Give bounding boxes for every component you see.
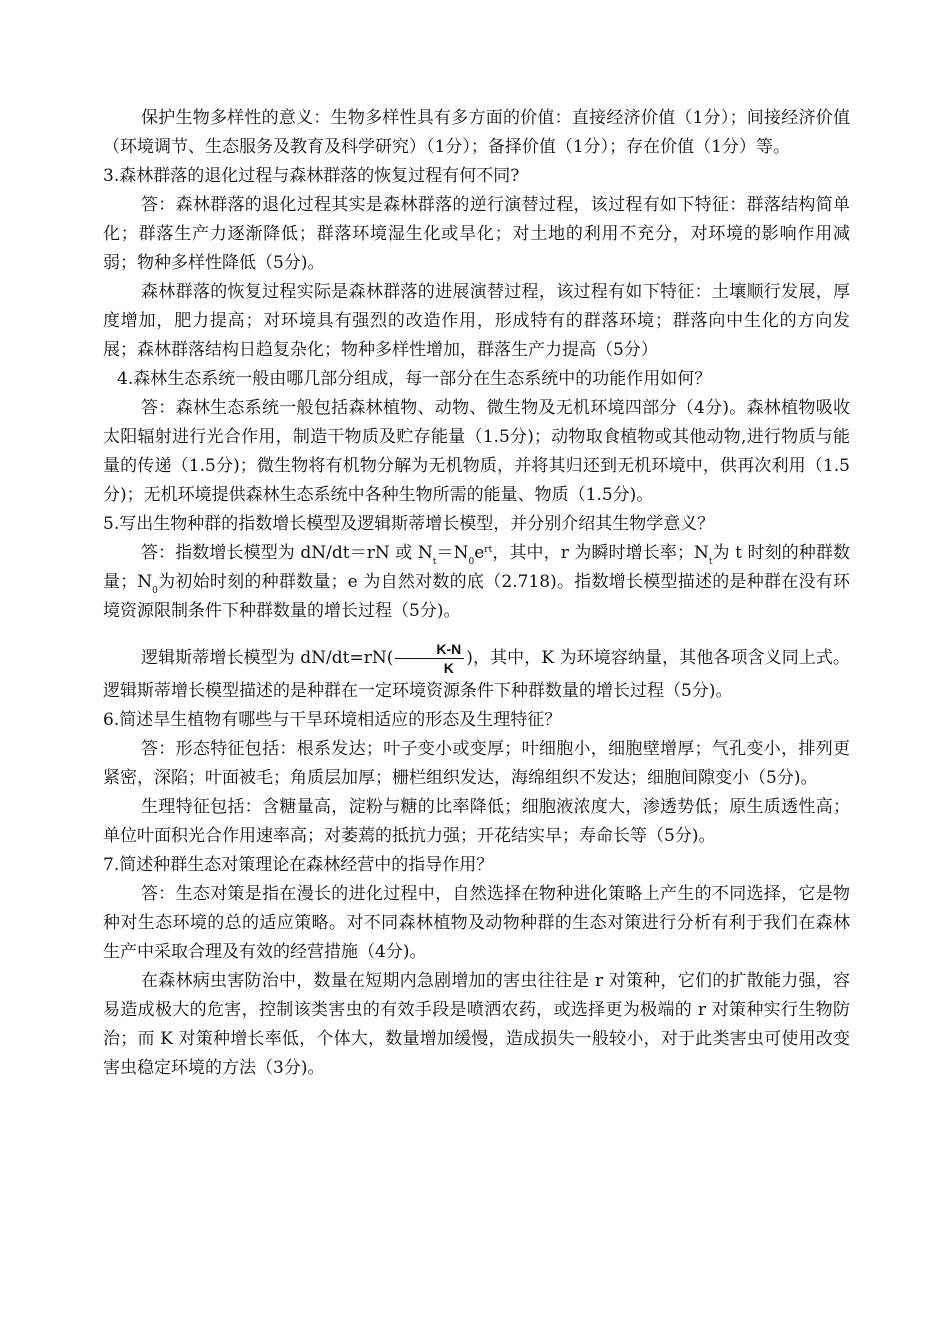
question-6: 6.简述旱生植物有哪些与干旱环境相适应的形态及生理特征？	[103, 710, 562, 730]
answer-7-strategy: 答：生态对策是指在漫长的进化过程中，自然选择在物种进化策略上产生的不同选择，它是物种对生态环境的总的适应策略。对不同森林植物及动物种群的生态对策进行分析有利于我们在森林生产中采取合理及有效的经营措施（4分)。	[103, 884, 850, 962]
question-3: 3.森林群落的退化过程与森林群落的恢复过程有何不同?	[103, 166, 520, 186]
answer-3-degradation: 答：森林群落的退化过程其实是森林群落的逆行演替过程，该过程有如下特征：群落结构简单化；群落生产力逐渐降低；群落环境湿生化或旱化；对土地的利用不充分，对环境的影响作用减弱；物种多样性降低（5分)。	[103, 195, 850, 273]
question-7: 7.简述种群生态对策理论在森林经营中的指导作用？	[103, 855, 494, 875]
answer-4: 答：森林生态系统一般包括森林植物、动物、微生物及无机环境四部分（4分)。森林植物吸收太阳辐射进行光合作用，制造干物质及贮存能量（1.5分)；动物取食植物或其他动物,进行物质与能量的传递（1.5分)；微生物将有机物分解为无机物质，并将其归还到无机环境中，供再次利用（1.5分)；无机环境提供森林生态系统中各种生物所需的能量、物质（1.5分)。	[103, 398, 850, 505]
logistic-fraction: $\frac{K-N}{K}$	[395, 640, 464, 677]
biodiversity-value-paragraph: 保护生物多样性的意义：生物多样性具有多方面的价值：直接经济价值（1分）；间接经济价值（环境调节、生态服务及教育及科学研究）（1分）；备择价值（1分）；存在价值（1分）等。	[103, 108, 850, 157]
answer-6-morphology: 答：形态特征包括：根系发达；叶子变小或变厚；叶细胞小，细胞壁增厚；气孔变小，排列更紧密，深陷；叶面被毛；角质层加厚；栅栏组织发达，海绵组织不发达；细胞间隙变小（5分)。	[103, 739, 850, 788]
answer-5-logistic: 逻辑斯蒂增长模型为 dN/dt=rN( $\frac{K-N}{K}$ )，其中，K 为环境容纳量，其他各项含义同上式。逻辑斯蒂增长模型描述的是种群在一定环境资源条件下种群数量的增长过程（5分)。	[103, 641, 850, 701]
answer-6-physiology: 生理特征包括：含糖量高，淀粉与糖的比率降低；细胞液浓度大，渗透势低；原生质透性高；单位叶面积光合作用速率高；对萎蔫的抵抗力强；开花结实早；寿命长等（5分)。	[103, 797, 850, 846]
question-4: 4.森林生态系统一般由哪几部分组成，每一部分在生态系统中的功能作用如何？	[117, 369, 712, 389]
answer-5-exponential: 答：指数增长模型为 dN/dt＝rN 或 $N_t=N_0e^{rt}$，其中，r 为瞬时增长率；$N_t$为 t 时刻的种群数量；$N_0$为初始时刻的种群数量；e 为自然对数的底（2.718)。指数增长模型描述的是种群在没有环境资源限制条件下种群数量的增长过程（5分)。	[103, 543, 851, 621]
question-5: 5.写出生物种群的指数增长模型及逻辑斯蒂增长模型，并分别介绍其生物学意义？	[103, 514, 715, 534]
answer-7-pest-control: 在森林病虫害防治中，数量在短期内急剧增加的害虫往往是 r 对策种，它们的扩散能力强，容易造成极大的危害，控制该类害虫的有效手段是喷洒农药，或选择更为极端的 r 对策种实行生物防治；而 K 对策种增长率低，个体大，数量增加缓慢，造成损失一般较小，对于此类害虫可使用改变害虫稳定环境的方法（3分)。	[103, 971, 850, 1078]
answer-3-recovery: 森林群落的恢复过程实际是森林群落的进展演替过程，该过程有如下特征：土壤顺行发展，厚度增加，肥力提高；对环境具有强烈的改造作用，形成特有的群落环境；群落向中生化的方向发展；森林群落结构日趋复杂化；物种多样性增加，群落生产力提高（5分）	[103, 282, 850, 360]
